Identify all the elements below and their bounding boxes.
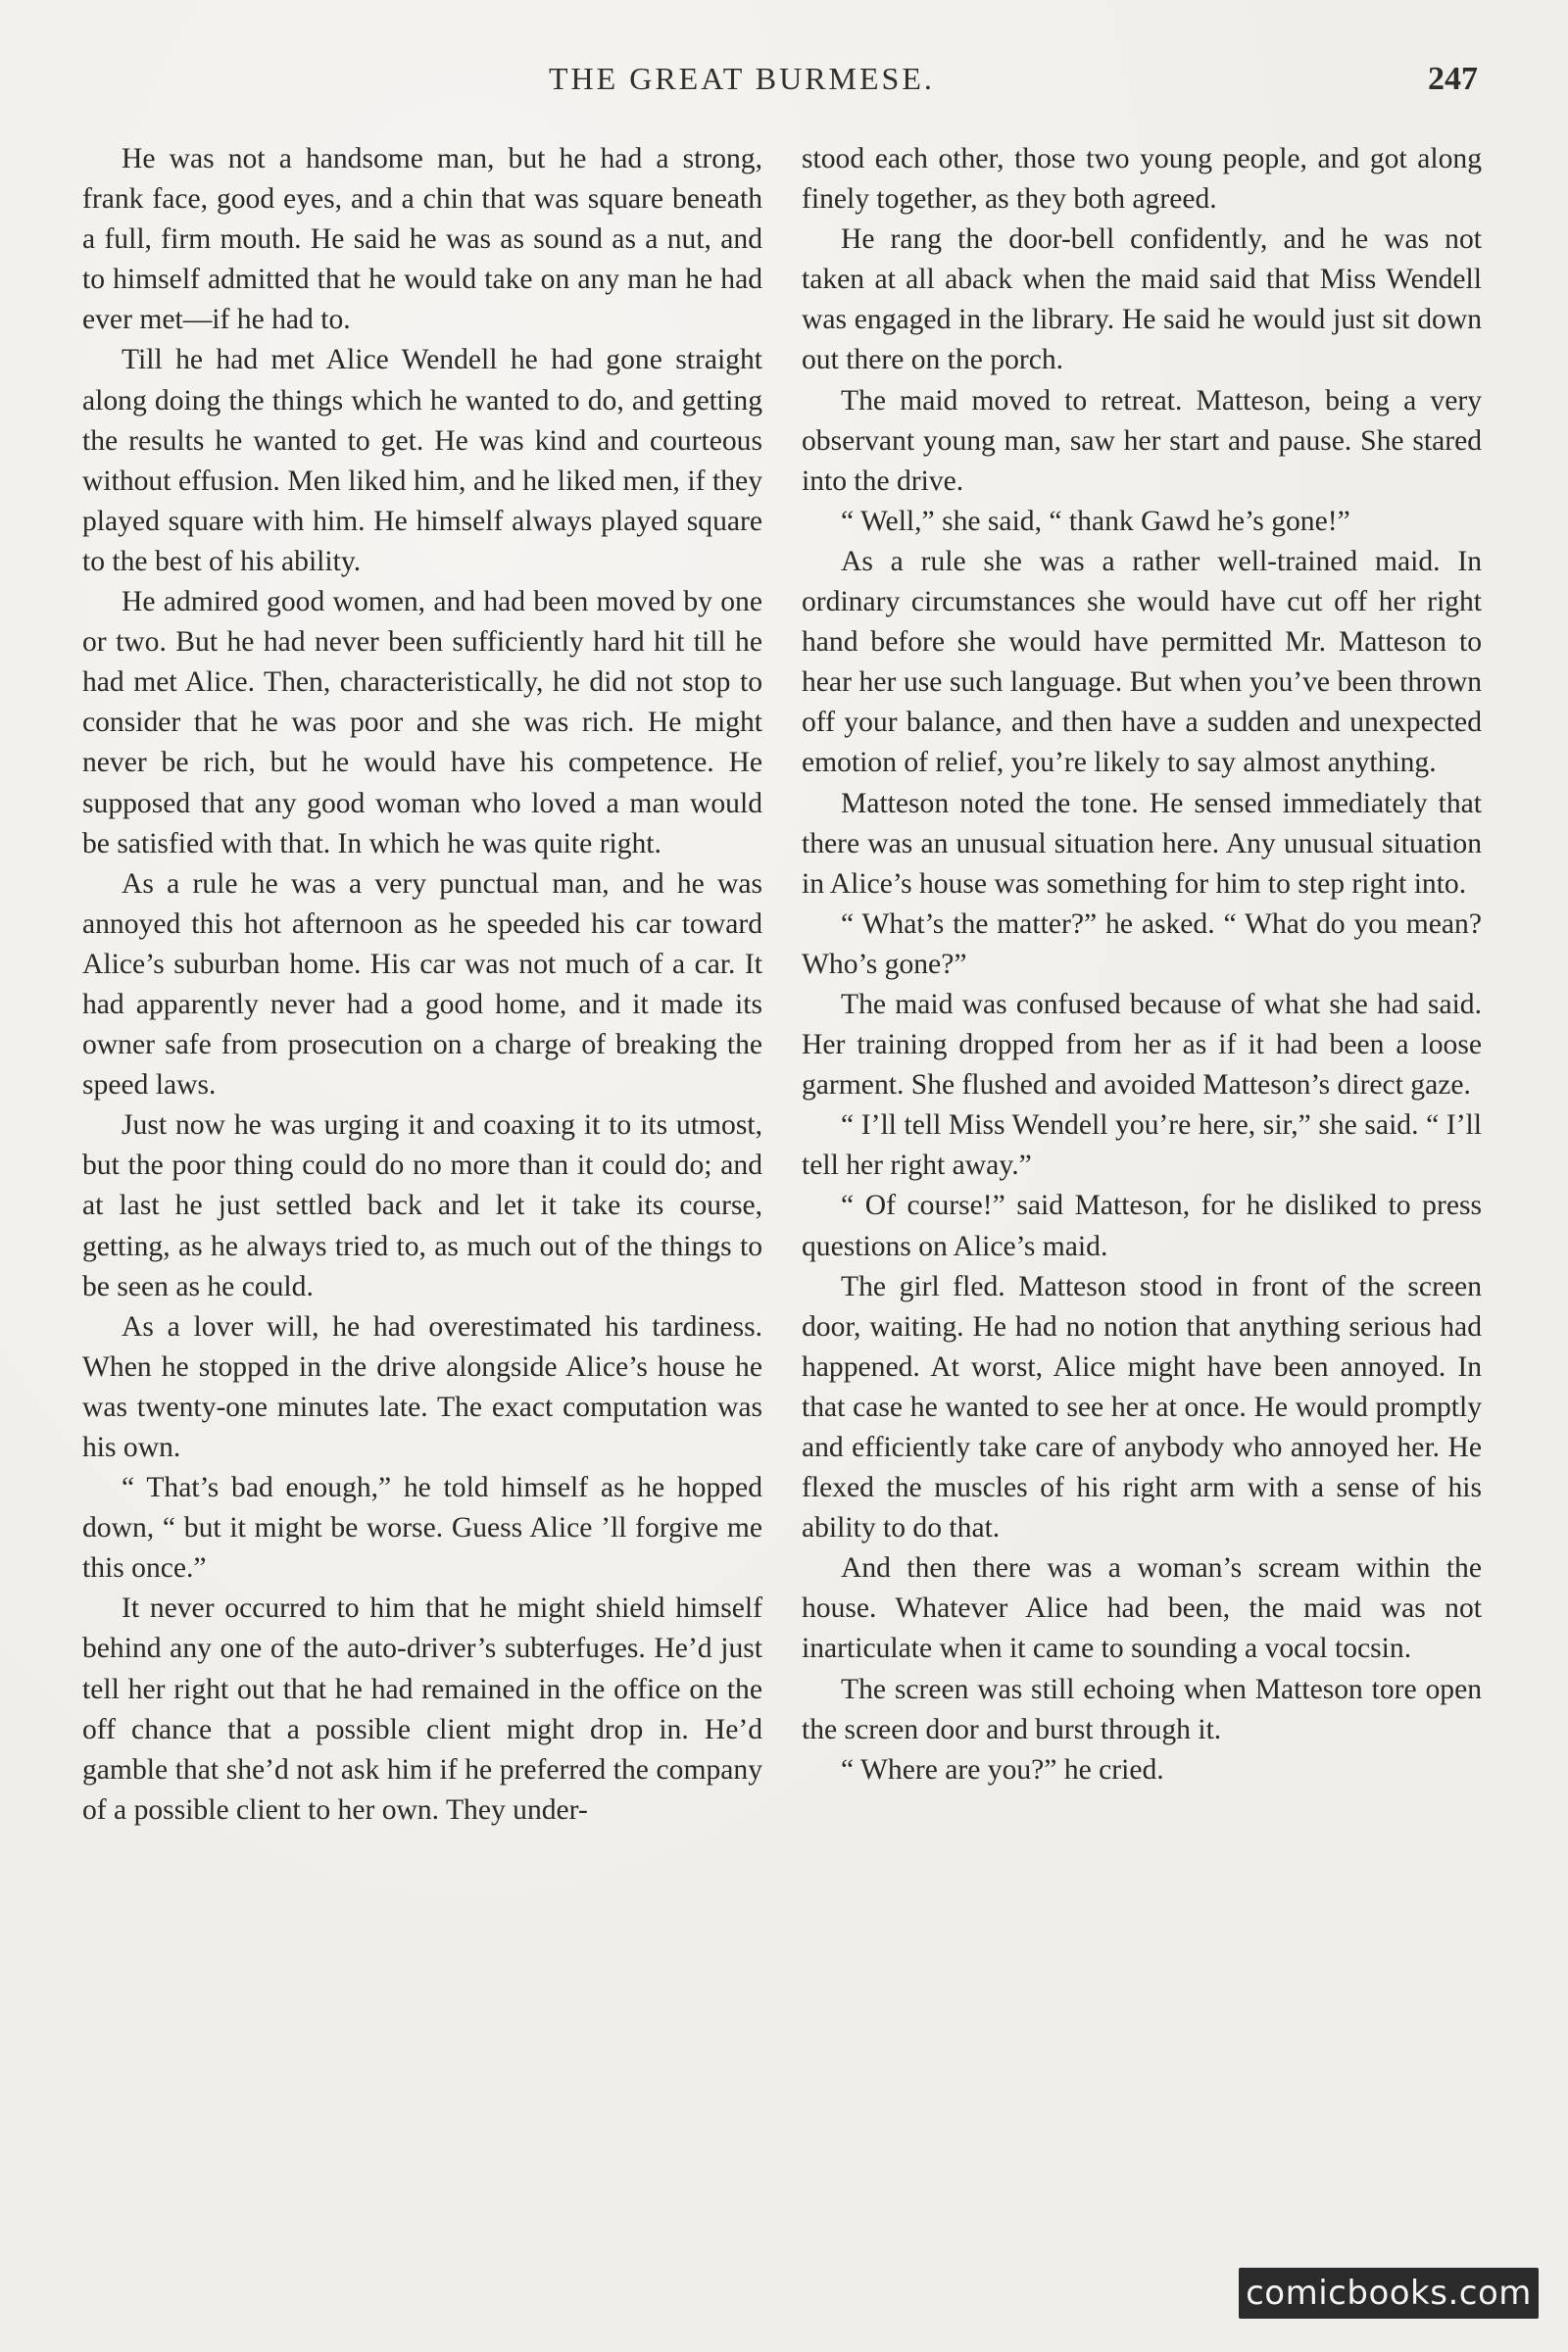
right-column [802,139,1482,1790]
paragraph: “ Where are you?” he cried. [841,1753,1164,1786]
paragraph: The screen was still echoing when Matteson tore open the screen door and burst through it. [802,1673,1482,1745]
paragraph: As a lover will, he had overestimated his tardiness. When he stopped in the drive alongside Alice’s house he was twenty-one minutes late. The exact computation was his own. [82,1310,762,1463]
paragraph: “ Of course!” said Matteson, for he disliked to press questions on Alice’s maid. [802,1190,1482,1262]
paragraph: He was not a handsome man, but he had a strong, frank face, good eyes, and a chin that was square beneath a full, firm mouth. He said he was as sound as a nut, and to himself admitted that he would take on any man he had ever met—if he had to. [82,143,762,336]
page-number: 247 [1428,61,1478,97]
paragraph: As a rule he was a very punctual man, and he was annoyed this hot afternoon as he speeded his car toward Alice’s suburban home. His car was not much of a car. It had apparently never had a good home, and it made its owner safe from prosecution on a charge of breaking the speed laws. [82,867,762,1102]
paragraph: Matteson noted the tone. He sensed immediately that there was an unusual situation here. Any unusual situation in Alice’s house was something for him to step right into. [802,787,1482,900]
running-title: THE GREAT BURMESE. [549,61,935,96]
paragraph-continued: stood each other, those two young people, and got along finely together, as they both agreed. [802,143,1482,216]
paragraph: Just now he was urging it and coaxing it to its utmost, but the poor thing could do no more than it could do; and at last he just settled back and let it take its course, getting, as he always tried to, as much out of the things to be seen as he could. [82,1109,762,1302]
paragraph: “ That’s bad enough,” he told himself as he hopped down, “ but it might be worse. Guess Alice ’ll forgive me this once.” [82,1472,762,1585]
watermark-badge [1239,2268,1539,2319]
paragraph: He rang the door-bell confidently, and he was not taken at all aback when the maid said that Miss Wendell was engaged in the library. He said he would just sit down out there on the porch. [802,223,1482,376]
paragraph: The girl fled. Matteson stood in front of the screen door, waiting. He had no notion that anything serious had happened. At worst, Alice might have been annoyed. In that case he wanted to see her at once. He would promptly and efficiently take care of anybody who annoyed her. He flexed the muscles of his right arm with a sense of his ability to do that. [802,1270,1482,1544]
paragraph: “ I’ll tell Miss Wendell you’re here, sir,” she said. “ I’ll tell her right away.” [802,1109,1482,1182]
running-head [0,61,1568,110]
left-column [82,139,762,1831]
paragraph: The maid was confused because of what she had said. Her training dropped from her as if it had been a loose garment. She flushed and avoided Matteson’s direct gaze. [802,988,1482,1102]
watermark-text: comicbooks.com [1246,2274,1532,2313]
paragraph: “ Well,” she said, “ thank Gawd he’s gone!” [841,505,1350,537]
paragraph: He admired good women, and had been moved by one or two. But he had never been sufficiently hard hit till he had met Alice. Then, characteristically, he did not stop to consider that he was poor and she was rich. He might never be rich, but he would have his competence. He supposed that any good woman who loved a man would be satisfied with that. In which he was quite right. [82,586,762,859]
paragraph: “ What’s the matter?” he asked. “ What do you mean? Who’s gone?” [802,907,1482,980]
paragraph: It never occurred to him that he might shield himself behind any one of the auto-driver’s subterfuges. He’d just tell her right out that he had remained in the office on the off chance that a possible client might drop in. He’d gamble that she’d not ask him if he preferred the company of a possible client to her own. They under- [82,1592,762,1826]
paragraph: The maid moved to retreat. Matteson, being a very observant young man, saw her start and pause. She stared into the drive. [802,384,1482,497]
paragraph: As a rule she was a rather well-trained maid. In ordinary circumstances she would have cut off her right hand before she would have permitted Mr. Matteson to hear her use such language. But when you’ve been thrown off your balance, and then have a sudden and unexpected emotion of relief, you’re likely to say almost anything. [802,545,1482,779]
paragraph: Till he had met Alice Wendell he had gone straight along doing the things which he wanted to do, and getting the results he wanted to get. He was kind and courteous without effusion. Men liked him, and he liked men, if they played square with him. He himself always played square to the best of his ability. [82,344,762,577]
paragraph: And then there was a woman’s scream within the house. Whatever Alice had been, the maid was not inarticulate when it came to sounding a vocal tocsin. [802,1552,1482,1665]
